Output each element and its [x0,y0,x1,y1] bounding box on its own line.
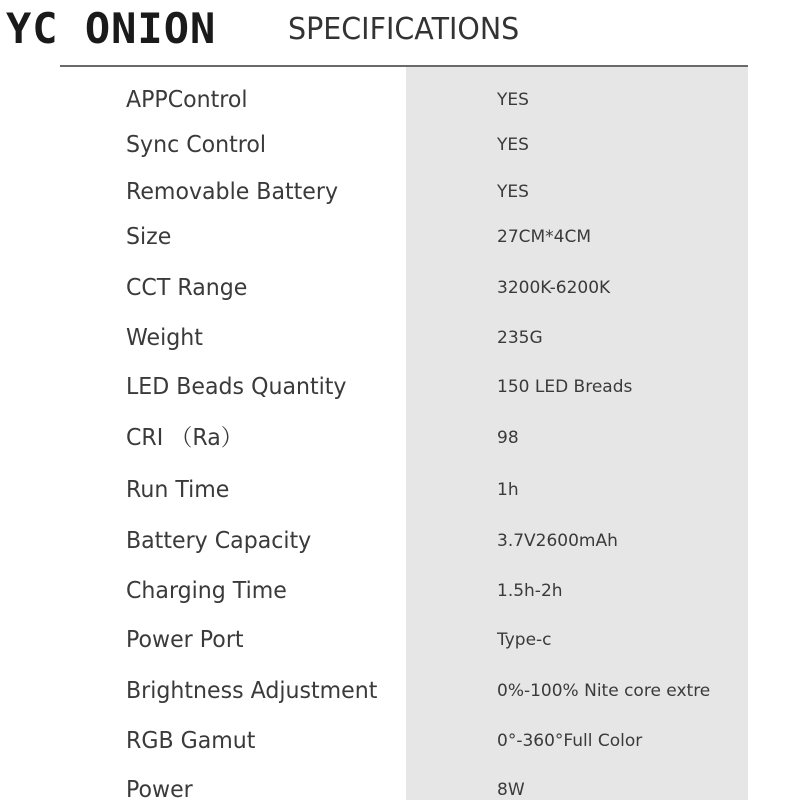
spec-value: 3200K-6200K [497,278,611,298]
spec-value: YES [497,182,529,202]
spec-row-power [0,770,800,810]
spec-value: 0°-360°Full Color [497,731,643,751]
spec-label: CRI （Ra） [126,425,243,451]
spec-value: 8W [497,780,525,800]
spec-value: Type-c [497,630,552,650]
spec-label: Weight [126,325,203,351]
spec-value: 3.7V2600mAh [497,531,618,551]
spec-label: RGB Gamut [126,728,256,754]
spec-row-sync-control [0,125,800,165]
spec-row-cct-range [0,268,800,308]
spec-value: 235G [497,328,543,348]
brand-logo: YC ONION [6,4,217,53]
spec-value: 98 [497,428,519,448]
spec-label: Sync Control [126,132,267,158]
spec-row-led-beads [0,367,800,407]
spec-label: Brightness Adjustment [126,678,378,704]
spec-value: YES [497,90,529,110]
page-title: SPECIFICATIONS [288,12,520,47]
spec-value: YES [497,135,529,155]
spec-label: CCT Range [126,275,248,301]
spec-label: Battery Capacity [126,528,312,554]
spec-row-cri [0,418,800,458]
spec-label: LED Beads Quantity [126,374,347,400]
spec-value: 1.5h-2h [497,581,563,601]
spec-row-power-port [0,620,800,660]
spec-row-rgb-gamut [0,721,800,761]
spec-row-brightness-adjustment [0,671,800,711]
spec-row-app-control [0,80,800,120]
spec-label: Power [126,777,193,803]
spec-value: 1h [497,480,519,500]
spec-row-weight [0,318,800,358]
spec-row-removable-battery [0,172,800,212]
spec-label: Run Time [126,477,230,503]
spec-value: 27CM*4CM [497,227,592,247]
spec-label: Size [126,224,172,250]
spec-label: APPControl [126,87,248,113]
spec-label: Charging Time [126,578,287,604]
spec-row-battery-capacity [0,521,800,561]
spec-row-size [0,217,800,257]
spec-row-run-time [0,470,800,510]
spec-value: 0%-100% Nite core extre [497,681,711,701]
spec-label: Power Port [126,627,244,653]
spec-value: 150 LED Breads [497,377,633,397]
spec-label: Removable Battery [126,179,339,205]
spec-row-charging-time [0,571,800,611]
